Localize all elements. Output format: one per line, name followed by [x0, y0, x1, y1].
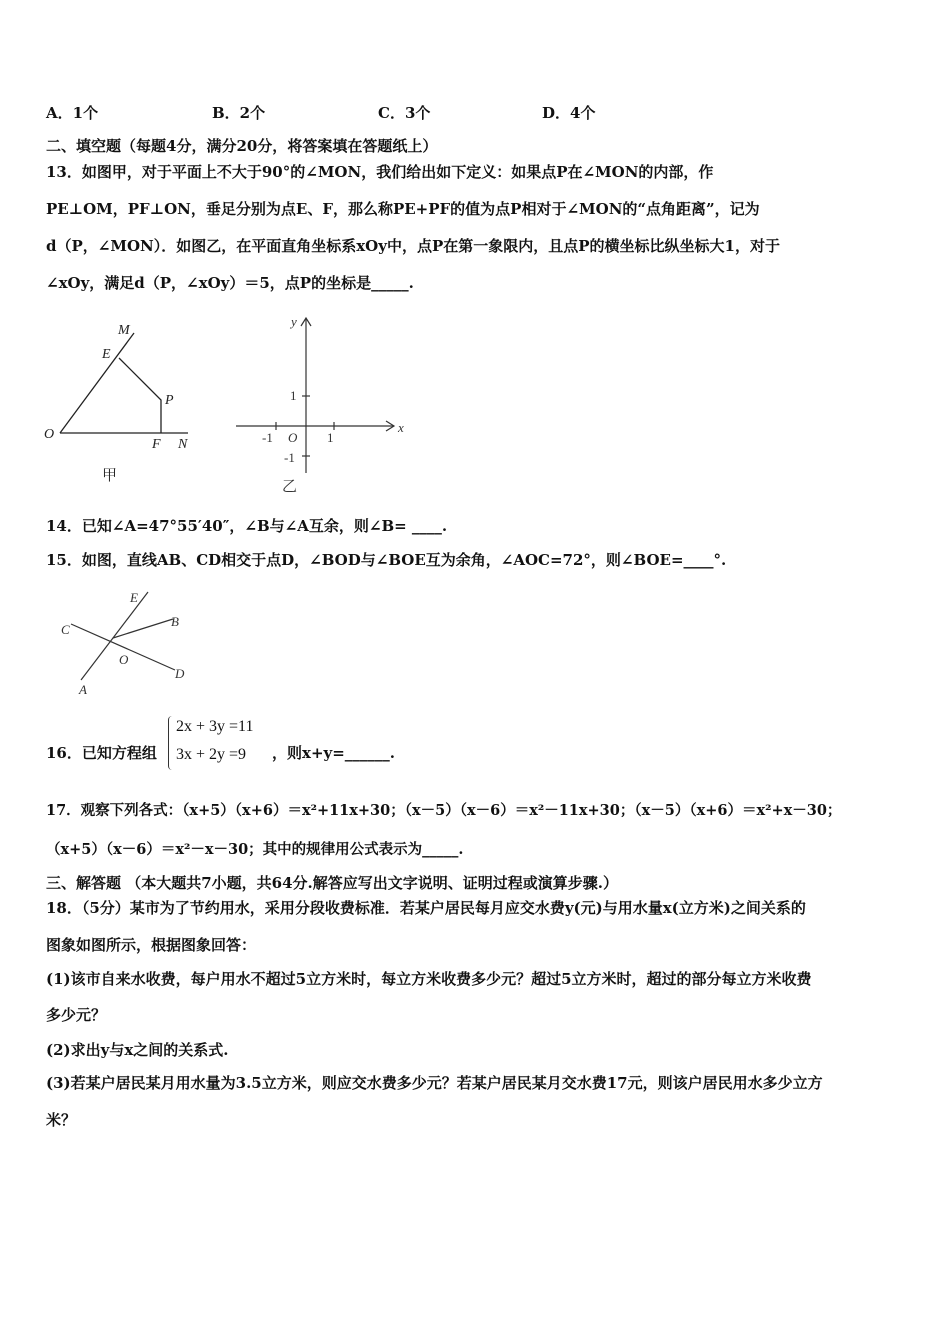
option-b: B．2个 [212, 104, 266, 122]
q18-part1-b: 多少元？ [46, 1006, 107, 1024]
figure-yi [228, 308, 418, 498]
tick-x-one: 1 [327, 430, 334, 445]
q18-line1: 18．（5分）某市为了节约用水，采用分段收费标准．若某户居民每月应交水费y(元)与用水量x(立方米)之间关系的 [46, 899, 806, 917]
q13-line4: ∠xOy，满足d（P，∠xOy）＝5，点P的坐标是_____. [46, 274, 414, 292]
figure-jia [40, 318, 200, 493]
label-c: C [61, 622, 70, 637]
q18-part1-a: (1)该市自来水收费，每户用水不超过5立方米时，每立方米收费多少元？超过5立方米时，超过的部分每立方米收费 [46, 970, 812, 988]
option-c: C．3个 [378, 104, 431, 122]
origin-label: O [288, 430, 298, 445]
label-n: N [178, 437, 188, 452]
q16-eq1: 2x + 3y =11 [176, 718, 254, 735]
section3-heading: 三、解答题 （本大题共7小题，共64分.解答应写出文字说明、证明过程或演算步骤.） [46, 874, 618, 892]
q18-part2: (2)求出y与x之间的关系式. [46, 1041, 229, 1059]
q15: 15．如图，直线AB、CD相交于点D，∠BOD与∠BOE互为余角，∠AOC=72°，则∠BOE=____°. [46, 551, 727, 569]
tick-y-one: 1 [290, 388, 297, 403]
q17-line2: （x+5）（x－6）＝x²－x－30；其中的规律用公式表示为_____. [46, 841, 464, 858]
label-d: D [175, 666, 185, 681]
option-a: A．1个 [46, 104, 99, 122]
label-m: M [118, 323, 130, 338]
option-d: D．4个 [542, 104, 596, 122]
label-o: O [119, 652, 129, 667]
tick-x-neg-one: -1 [262, 430, 273, 445]
q13-line1: 13．如图甲，对于平面上不大于90°的∠MON，我们给出如下定义：如果点P在∠MON的内部，作 [46, 163, 714, 181]
label-a: A [79, 682, 87, 697]
label-e: E [102, 347, 111, 362]
q16-suffix: ，则x+y=______. [272, 744, 396, 762]
q13-line2: PE⊥OM，PF⊥ON，垂足分别为点E、F，那么称PE+PF的值为点P相对于∠MON的“点角距离”，记为 [46, 200, 760, 218]
label-p: P [165, 393, 174, 408]
caption-yi: 乙 [282, 479, 298, 495]
axis-y-label: y [291, 314, 297, 329]
q16-eq2: 3x + 2y =9 [176, 746, 247, 763]
figure-15 [55, 582, 200, 700]
q16-prefix: 16．已知方程组 [46, 744, 157, 762]
label-b: B [171, 614, 179, 629]
axis-x-label: x [398, 420, 404, 435]
label-e: E [130, 590, 138, 605]
q17-line1: 17．观察下列各式：（x+5）（x+6）＝x²+11x+30；（x－5）（x－6）＝x²－11x+30；（x－5）（x+6）＝x²+x－30； [46, 802, 842, 819]
caption-jia: 甲 [102, 468, 118, 484]
q18-part3-a: (3)若某户居民某月用水量为3.5立方米，则应交水费多少元？若某户居民某月交水费17元，则该户居民用水多少立方 [46, 1074, 823, 1092]
q18-line2: 图象如图所示，根据图象回答： [46, 936, 257, 954]
section2-heading: 二、填空题（每题4分，满分20分，将答案填在答题纸上） [46, 137, 438, 155]
tick-y-neg-one: -1 [284, 450, 295, 465]
label-f: F [152, 437, 161, 452]
q14: 14．已知∠A=47°55′40″，∠B与∠A互余，则∠B= ____. [46, 517, 448, 535]
label-o: O [44, 427, 55, 442]
equation-brace [168, 716, 175, 770]
q13-line3: d（P，∠MON）．如图乙，在平面直角坐标系xOy中，点P在第一象限内，且点P的横坐标比纵坐标大1，对于 [46, 237, 780, 255]
q18-part3-b: 米？ [46, 1111, 77, 1129]
